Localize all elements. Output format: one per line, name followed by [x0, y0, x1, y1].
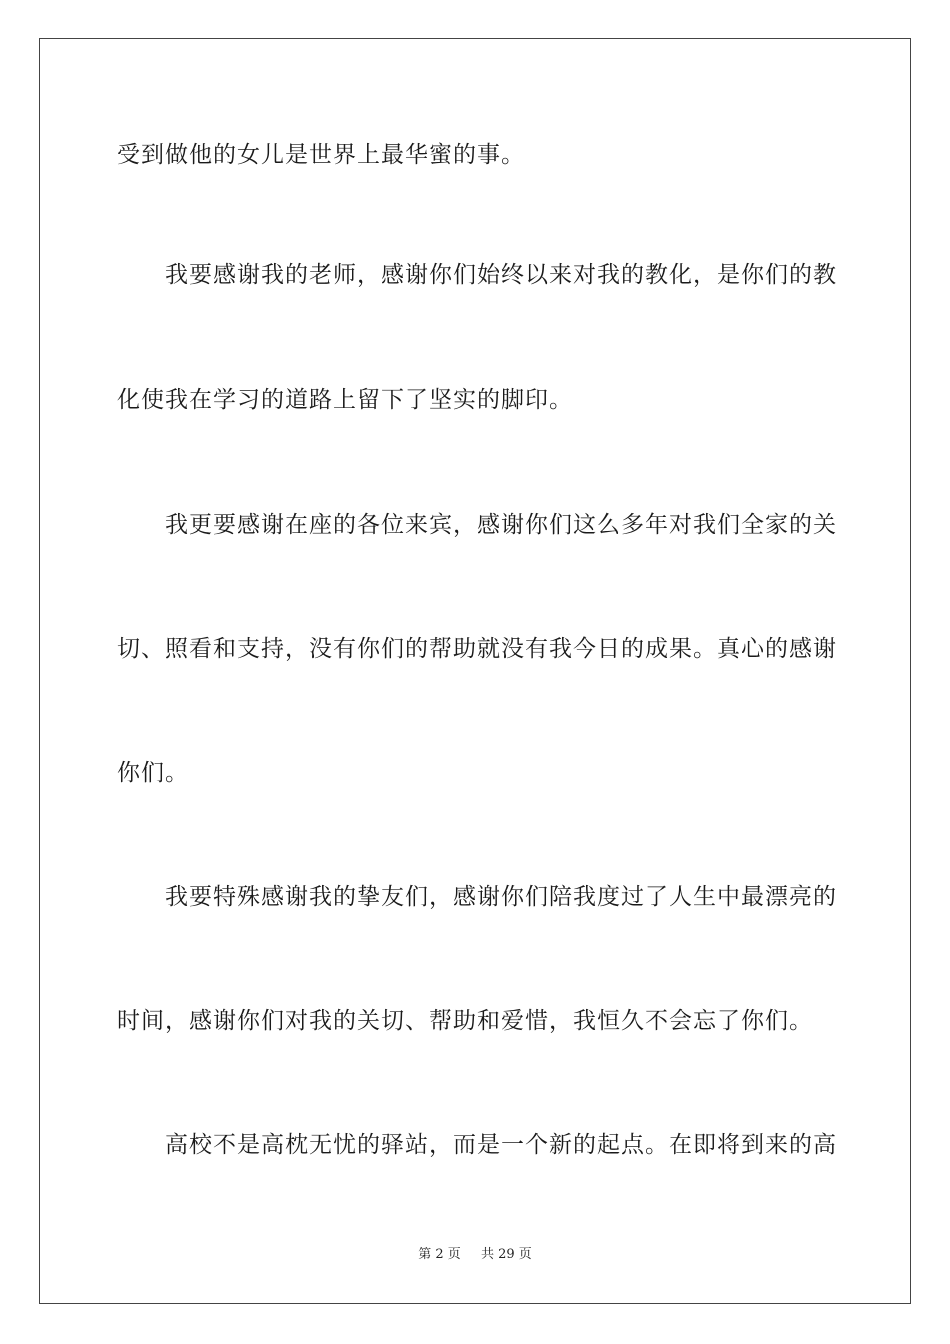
page-footer: [0, 1246, 950, 1264]
page-border: [39, 38, 911, 1304]
text-line: 我要特殊感谢我的挚友们，感谢你们陪我度过了人生中最漂亮的: [117, 884, 837, 910]
text-line: 我要感谢我的老师，感谢你们始终以来对我的教化，是你们的教: [117, 262, 837, 288]
text-line: 受到做他的女儿是世界上最华蜜的事。: [117, 142, 525, 168]
text-line: 你们。: [117, 760, 189, 786]
text-line: 化使我在学习的道路上留下了坚实的脚印。: [117, 387, 573, 413]
total-pages: 共 29 页: [480, 1247, 532, 1262]
text-line: 我更要感谢在座的各位来宾，感谢你们这么多年对我们全家的关: [117, 512, 837, 538]
text-line: 高校不是高枕无忧的驿站，而是一个新的起点。在即将到来的高: [117, 1132, 837, 1158]
text-line: 时间，感谢你们对我的关切、帮助和爱惜，我恒久不会忘了你们。: [117, 1008, 813, 1034]
text-line: 切、照看和支持，没有你们的帮助就没有我今日的成果。真心的感谢: [117, 636, 837, 662]
page-number: 第 2 页: [418, 1247, 461, 1262]
